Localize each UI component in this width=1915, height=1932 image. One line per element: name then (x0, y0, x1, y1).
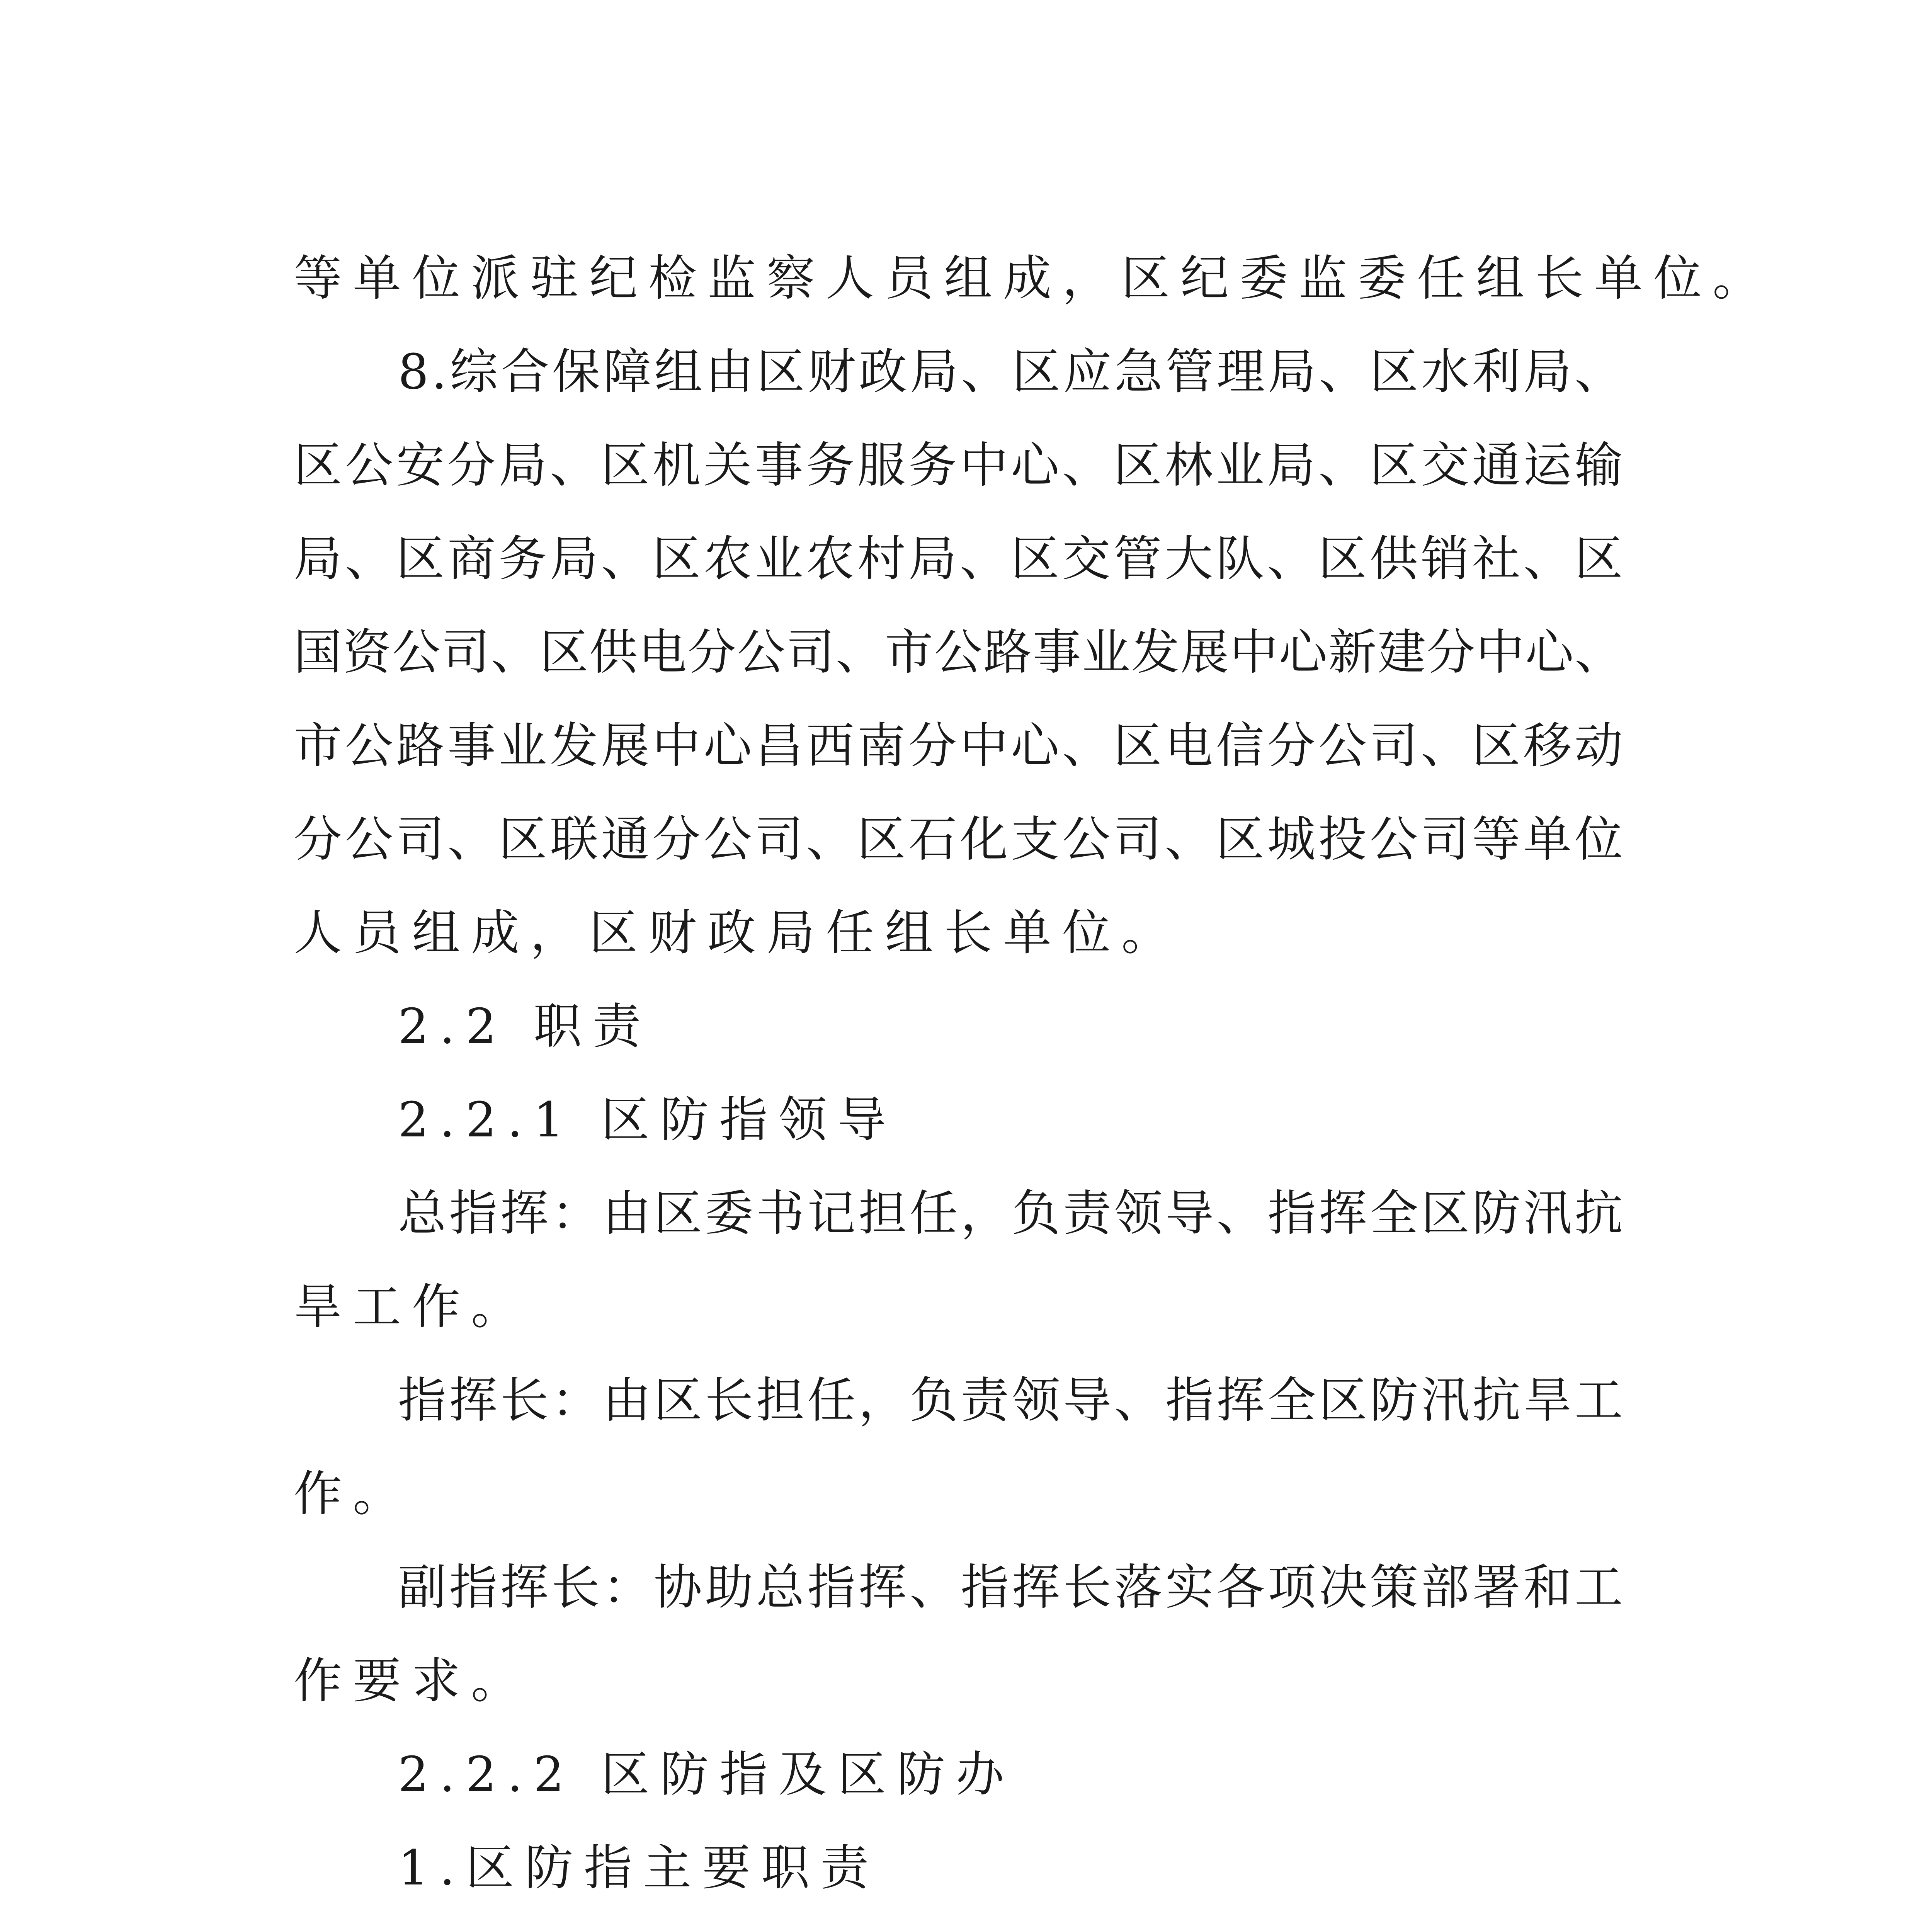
text-line: 作。 (294, 1466, 412, 1522)
text-line: 2.2.1 区防指领导 (398, 1092, 897, 1148)
text-line: 作要求。 (294, 1653, 530, 1709)
text-line (294, 1915, 1623, 1932)
text-line: 总 指 挥 ： 由 区 委 书 记 担 任 ， 负 责 领 导 、 指 挥 全 区 防 汛 抗 (398, 1185, 1623, 1242)
text-line: 市 公 路 事 业 发 展 中 心 昌 西 南 分 中 心 、 区 电 信 分 公 司 、 区 移 动 (294, 718, 1623, 774)
text-line: 2.2 职责 (398, 998, 652, 1054)
text-line: 指 挥 长 ： 由 区 长 担 任 ， 负 责 领 导 、 指 挥 全 区 防 汛 抗 旱 工 (398, 1372, 1623, 1429)
text-line: 1.区防指主要职责 (398, 1840, 880, 1896)
text-line: 2.2.2 区防指及区防办 (398, 1747, 1015, 1803)
body-text (294, 232, 1772, 1932)
text-line: 国 资 公 司 、 区 供 电 分 公 司 、 市 公 路 事 业 发 展 中 心 新 建 分 中 心 、 (294, 624, 1623, 680)
text-line: 8 . 综 合 保 障 组 由 区 财 政 局 、 区 应 急 管 理 局 、 区 水 利 局 、 (398, 344, 1623, 400)
text-line: 局 、 区 商 务 局 、 区 农 业 农 村 局 、 区 交 管 大 队 、 区 供 销 社 、 区 (294, 531, 1623, 587)
text-line: 区 公 安 分 局 、 区 机 关 事 务 服 务 中 心 、 区 林 业 局 、 区 交 通 运 输 (294, 437, 1623, 493)
text-line: 分 公 司 、 区 联 通 分 公 司 、 区 石 化 支 公 司 、 区 城 投 公 司 等 单 位 (294, 811, 1623, 867)
text-line: 副 指 挥 长 ： 协 助 总 指 挥 、 指 挥 长 落 实 各 项 决 策 部 署 和 工 (398, 1560, 1623, 1616)
text-line: 旱工作。 (294, 1279, 530, 1335)
text-line: 人员组成，区财政局任组长单位。 (294, 905, 1180, 961)
text-line: 等单位派驻纪检监察人员组成，区纪委监委任组长单位。 (294, 250, 1772, 306)
